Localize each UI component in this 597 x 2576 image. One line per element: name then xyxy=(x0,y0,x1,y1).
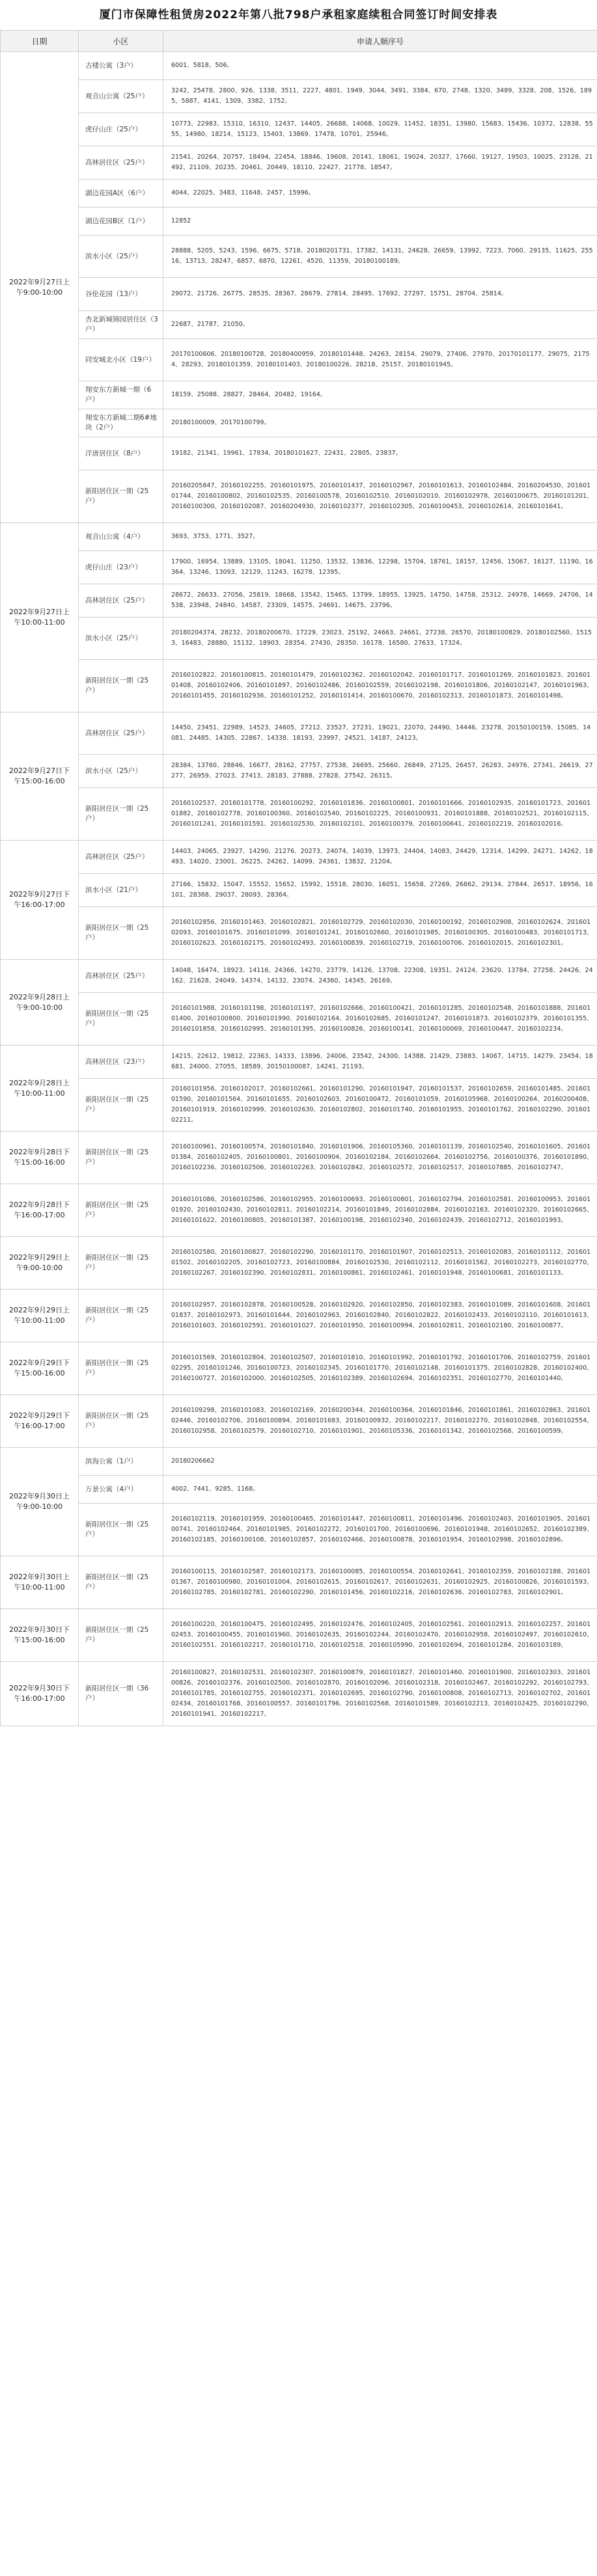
community-cell: 新阳居住区一期（25户） xyxy=(79,993,163,1046)
community-cell: 高林居住区（25户） xyxy=(79,841,163,874)
header-community: 小区 xyxy=(79,31,163,52)
sequence-cell: 14048、16474、18923、14116、24366、14270、23779、14126、13708、22308、19351、24124、23620、13784、27258、24426、24162、21628、24049、14374、14132、23074、24360、14345、26169。 xyxy=(163,960,597,993)
header-date: 日期 xyxy=(1,31,79,52)
schedule-table xyxy=(0,30,597,1726)
table-row xyxy=(1,1290,597,1342)
table-row xyxy=(1,146,597,180)
table-row xyxy=(1,113,597,146)
sequence-cell: 20180204374、28232、20180200670、17229、23023、25192、24663、24661、27238、26570、20180100829、20180102560、15153、16483、28880、15132、18903、28354、27430、28350、16178、16580、27633、17324。 xyxy=(163,617,597,660)
date-cell: 2022年9月30日下午16:00-17:00 xyxy=(1,1662,79,1726)
sequence-cell: 14215、22612、19812、22363、14333、13896、24006、23542、24300、14388、21429、23883、14067、14715、14279、23454、18681、24000、27055、18589、20150100087、14241、21193。 xyxy=(163,1046,597,1079)
table-row xyxy=(1,1609,597,1662)
community-cell: 洋唐居住区（8户） xyxy=(79,437,163,470)
sequence-cell: 3693、3753、1771、3527。 xyxy=(163,523,597,551)
community-cell: 新阳居住区一期（25户） xyxy=(79,1342,163,1395)
table-row xyxy=(1,1448,597,1476)
date-cell: 2022年9月29日上午10:00-11:00 xyxy=(1,1290,79,1342)
date-cell: 2022年9月28日上午10:00-11:00 xyxy=(1,1046,79,1132)
community-cell: 新阳居住区一期（36户） xyxy=(79,1662,163,1726)
sequence-cell: 6001、5818、506。 xyxy=(163,52,597,80)
date-cell: 2022年9月27日上午9:00-10:00 xyxy=(1,52,79,523)
community-cell: 新阳居住区一期（25户） xyxy=(79,1504,163,1556)
sequence-cell: 20160101569、20160102804、20160102507、20160101810、20160101992、20160101792、20160101706、20160102759、20160102295、20160101246、20160100723、20160102345、20160101770、20160102148、20160101375、20160102828、20160102400、20160100727、20160102000、20160102505、20160102389、20160102694、20160102351、20160102770、20160101440。 xyxy=(163,1342,597,1395)
community-cell: 新阳居住区一期（25户） xyxy=(79,1609,163,1662)
date-cell: 2022年9月30日上午9:00-10:00 xyxy=(1,1448,79,1556)
table-row xyxy=(1,180,597,208)
table-row xyxy=(1,523,597,551)
table-header-row xyxy=(1,31,597,52)
table-row xyxy=(1,755,597,788)
sequence-cell: 18159、25088、28827、28464、20482、19164。 xyxy=(163,381,597,409)
sequence-cell: 14450、23451、22989、14523、24605、27212、23527、27231、19021、22070、24490、14446、23278、20150100159、15085、14081、24485、14305、22867、14338、18193、23997、24521、14187、24123。 xyxy=(163,712,597,755)
community-cell: 新阳居住区一期（25户） xyxy=(79,1132,163,1184)
table-row xyxy=(1,311,597,339)
community-cell: 滨水小区（25户） xyxy=(79,236,163,278)
sequence-cell: 19182、21341、19961、17834、20180101627、22431、22805、23837。 xyxy=(163,437,597,470)
table-row xyxy=(1,236,597,278)
community-cell: 高林居住区（25户） xyxy=(79,960,163,993)
table-row xyxy=(1,960,597,993)
date-cell: 2022年9月30日上午10:00-11:00 xyxy=(1,1556,79,1609)
table-row xyxy=(1,437,597,470)
sequence-cell: 29072、21726、26775、28535、28367、28679、27814、28495、17692、27297、15751、28704、25814。 xyxy=(163,278,597,311)
table-row xyxy=(1,1342,597,1395)
community-cell: 滨水小区（21户） xyxy=(79,874,163,907)
sequence-cell: 4002、7441、9285、1168。 xyxy=(163,1476,597,1504)
table-row xyxy=(1,841,597,874)
community-cell: 虎仔山庄（25户） xyxy=(79,113,163,146)
date-cell: 2022年9月27日上午10:00-11:00 xyxy=(1,523,79,712)
sequence-cell: 17900、16954、13889、13105、18041、11250、13532、13836、12298、15704、18761、18157、12456、15067、16127、11190、16364、13246、13093、12129、11243、16278、12395。 xyxy=(163,551,597,584)
sequence-cell: 20160205847、20160102255、20160101975、20160101437、20160102967、20160101613、20160102484、20160204530、20160101744、20160100802、20160102535、20160100578、20160102510、20160102010、20160102978、20160100675、20160101201、20160100300、20160102087、20160204930、20160102377、20160102305、20160100453、20160102614、20160101641。 xyxy=(163,470,597,523)
date-cell: 2022年9月29日下午15:00-16:00 xyxy=(1,1342,79,1395)
sequence-cell: 3242、25478、2800、926、1338、3511、2227、4801、1949、3044、3491、3384、670、2748、1320、3489、3328、208、1526、1895、5887、4141、1309、3382、1752。 xyxy=(163,80,597,113)
community-cell: 古楼公寓（3户） xyxy=(79,52,163,80)
table-row xyxy=(1,584,597,617)
community-cell: 新阳居住区一期（25户） xyxy=(79,1290,163,1342)
sequence-cell: 28384、13760、28846、16677、28162、27757、27538、26695、25660、26849、27125、26457、26283、24976、27341、26619、27277、26959、27023、27413、28183、27888、27828、27542、26315。 xyxy=(163,755,597,788)
community-cell: 新阳居住区一期（25户） xyxy=(79,470,163,523)
sequence-cell: 20160109298、20160101083、20160102169、20160200344、20160100364、20160101846、20160101861、20160102863、20160102446、20160102706、20160100894、20160101683、20160100932、20160102217、20160102270、20160102848、20160102554、20160102958、20160102579、20160102710、20160101901、20160105336、20160101342、20160102568、20160100599。 xyxy=(163,1395,597,1448)
sequence-cell: 20160101086、20160102586、20160102955、20160100693、20160100801、20160102794、20160102581、20160100953、20160101920、20160102430、20160102811、20160102214、20160101849、20160102884、20160102163、20160102320、20160102665、20160101622、20160100805、20160101387、20160100198、20160102340、20160102439、20160102712、20160101993。 xyxy=(163,1184,597,1237)
community-cell: 新阳居住区一期（25户） xyxy=(79,907,163,960)
table-row xyxy=(1,1079,597,1132)
table-row xyxy=(1,409,597,437)
table-row xyxy=(1,1237,597,1290)
sequence-cell: 20160100961、20160100574、20160101840、20160101906、20160105360、20160101139、20160102540、20160101605、20160101384、20160102405、20160100801、20160100904、20160102184、20160102664、20160102756、20160100376、20160101890、20160102236、20160102506、20160102263、20160102842、20160102572、20160102517、20160107885、20160102747。 xyxy=(163,1132,597,1184)
table-row xyxy=(1,1132,597,1184)
header-sequence: 申请人顺序号 xyxy=(163,31,597,52)
community-cell: 翔安东方新城二期6#地块（2户） xyxy=(79,409,163,437)
community-cell: 翔安东方新城一期（6户） xyxy=(79,381,163,409)
date-cell: 2022年9月29日下午16:00-17:00 xyxy=(1,1395,79,1448)
community-cell: 湖边花园A区（6户） xyxy=(79,180,163,208)
community-cell: 新阳居住区一期（25户） xyxy=(79,1079,163,1132)
table-row xyxy=(1,712,597,755)
sequence-cell: 20160102822、20160100815、20160101479、20160102362、20160102042、20160101717、20160101269、20160101823、20160101408、20160102406、20160101897、20160102486、20160102559、20160102198、20160101806、20160102147、20160101963、20160101455、20160102936、20160101252、20160101414、20160100670、20160102313、20160101873、20160101498。 xyxy=(163,660,597,712)
community-cell: 高林居住区（25户） xyxy=(79,146,163,180)
table-row xyxy=(1,52,597,80)
community-cell: 新阳居住区一期（25户） xyxy=(79,788,163,841)
date-cell: 2022年9月27日下午15:00-16:00 xyxy=(1,712,79,841)
sequence-cell: 20170100606、20180100728、20180400959、20180101448、24263、28154、29079、27406、27970、20170101177、29075、21754、28293、20180101359、20180101403、20180100226、28218、25157、20180101945。 xyxy=(163,339,597,381)
community-cell: 同安城北小区（19户） xyxy=(79,339,163,381)
sequence-cell: 4044、22025、3483、11648、2457、15996。 xyxy=(163,180,597,208)
table-row xyxy=(1,278,597,311)
sequence-cell: 20160100827、20160102531、20160102307、20160100879、20160101827、20160101460、20160101900、20160102303、20160100826、20160102376、20160102500、20160102870、20160102096、20160102318、20160102467、20160102292、20160102793、20160101785、20160102755、20160102371、20160102695、20160102790、20160100808、20160102713、20160102702、20160102434、20160101768、20160100557、20160101796、20160102568、20160101589、20160102213、20160102425、20160102290、20160101941、20160102217。 xyxy=(163,1662,597,1726)
table-row xyxy=(1,339,597,381)
sequence-cell: 20160102957、20160102878、20160100528、20160102920、20160102850、20160102383、20160101089、20160101608、20160101837、20160102973、20160101644、20160102963、20160102840、20160102822、20160102433、20160102110、20160101613、20160101603、20160102591、20160101027、20160101950、20160100994、20160102811、20160102180、20160100877。 xyxy=(163,1290,597,1342)
community-cell: 高林居住区（25户） xyxy=(79,712,163,755)
table-row xyxy=(1,1662,597,1726)
table-row xyxy=(1,1046,597,1079)
sequence-cell: 21541、20264、20757、18494、22454、18846、19608、20141、18061、19024、20327、17660、19127、19503、10025、23128、21492、21109、20235、20461、20449、18110、22427、21778、18547。 xyxy=(163,146,597,180)
community-cell: 新阳居住区一期（25户） xyxy=(79,660,163,712)
sequence-cell: 10773、22983、15310、16310、12437、14405、26688、14068、10029、11452、18351、13980、15683、15436、10372、12838、5555、14980、18214、15123、15403、13869、17478、10701、25946。 xyxy=(163,113,597,146)
community-cell: 虎仔山庄（23户） xyxy=(79,551,163,584)
table-row xyxy=(1,1395,597,1448)
sequence-cell: 28672、26633、27056、25819、18668、13542、15465、13799、18955、13925、14750、14758、25312、24978、14669、24706、14538、23948、24840、14587、23309、14575、24691、14675、23796。 xyxy=(163,584,597,617)
table-row xyxy=(1,874,597,907)
sequence-cell: 20180206662 xyxy=(163,1448,597,1476)
sequence-cell: 20160102119、20160101959、20160100465、20160101447、20160100811、20160101496、20160102403、20160101905、20160100741、20160102464、20160101985、20160102272、20160101700、20160100696、20160101948、20160102652、20160102389、20160102185、20160100108、20160102857、20160102466、20160100878、20160101954、20160102998、20160102896。 xyxy=(163,1504,597,1556)
community-cell: 观音山公寓（4户） xyxy=(79,523,163,551)
community-cell: 滨海公寓（1户） xyxy=(79,1448,163,1476)
table-row xyxy=(1,993,597,1046)
table-row xyxy=(1,617,597,660)
sequence-cell: 20160100220、20160100475、20160102495、20160102476、20160102405、20160102561、20160102913、20160102257、20160102453、20160100455、20160101960、20160102635、20160102244、20160102470、20160102958、20160102497、20160102610、20160102551、20160102217、20160101710、20160102518、20160105990、20160102694、20160101284、20160103189。 xyxy=(163,1609,597,1662)
community-cell: 高林居住区（23户） xyxy=(79,1046,163,1079)
community-cell: 新阳居住区一期（25户） xyxy=(79,1395,163,1448)
table-row xyxy=(1,1504,597,1556)
sequence-cell: 20160102537、20160101778、20160100292、20160101836、20160100801、20160101666、20160102935、20160101723、20160101882、20160102778、20160100360、20160102540、20160102225、20160100931、20160101888、20160102521、20160102115、20160101241、20160101591、20160102530、20160102101、20160100379、20160100641、20160102219、20160102016。 xyxy=(163,788,597,841)
sequence-cell: 12852 xyxy=(163,208,597,236)
date-cell: 2022年9月28日下午15:00-16:00 xyxy=(1,1132,79,1184)
community-cell: 湖边花园B区（1户） xyxy=(79,208,163,236)
community-cell: 观音山公寓（25户） xyxy=(79,80,163,113)
date-cell: 2022年9月30日下午15:00-16:00 xyxy=(1,1609,79,1662)
sequence-cell: 20160101956、20160102017、20160102661、20160101290、20160101947、20160101537、20160102659、20160101485、20160101590、20160101564、20160101655、20160102603、20160100472、20160101059、20160105968、20160100264、20160200408、20160101919、20160102999、20160102630、20160102802、20160101740、20160101955、20160101762、20160102290、20160102211。 xyxy=(163,1079,597,1132)
sequence-cell: 20160101988、20160101198、20160101197、20160102666、20160100421、20160101285、20160102548、20160101888、20160101400、20160100800、20160101990、20160102164、20160102685、20160101247、20160101873、20160102379、20160101355、20160101858、20160102995、20160101395、20160100826、20160100141、20160100069、20160100447、20160102234。 xyxy=(163,993,597,1046)
sequence-cell: 20160100115、20160102587、20160102173、20160100085、20160100554、20160102641、20160102359、20160102188、20160101367、20160100980、20160101004、20160102615、20160102617、20160102631、20160102925、20160100826、20160101593、20160102785、20160102781、20160102290、20160101456、20160102216、20160102636、20160102783、20160102901。 xyxy=(163,1556,597,1609)
schedule-body xyxy=(1,52,597,1726)
sequence-cell: 28888、5205、5243、1596、6675、5718、20180201731、17382、14131、24628、26659、13992、7223、7060、29135、11625、25516、13713、28247、6857、6870、12261、4520、11359、20180100189。 xyxy=(163,236,597,278)
sequence-cell: 20160102856、20160101463、20160102821、20160102729、20160102030、20160100192、20160102908、20160102624、20160102093、20160101675、20160101099、20160101241、20160102660、20160101985、20160100305、20160100483、20160101713、20160102623、20160102175、20160102493、20160100839、20160102719、20160100706、20160102015、20160102301。 xyxy=(163,907,597,960)
table-row xyxy=(1,208,597,236)
date-cell: 2022年9月28日下午16:00-17:00 xyxy=(1,1184,79,1237)
community-cell: 新阳居住区一期（25户） xyxy=(79,1184,163,1237)
sequence-cell: 20180100009、20170100799。 xyxy=(163,409,597,437)
table-row xyxy=(1,907,597,960)
date-cell: 2022年9月29日上午9:00-10:00 xyxy=(1,1237,79,1290)
community-cell: 滨水小区（25户） xyxy=(79,755,163,788)
sequence-cell: 27166、15832、15047、15552、15652、15992、15518、28030、16051、15658、27269、26862、29134、27844、26517、18956、16101、28368、29037、28093、28364。 xyxy=(163,874,597,907)
sequence-cell: 14403、24065、23927、14290、21276、20273、24074、14039、13973、24404、14083、24429、12314、14299、24271、14262、18493、14020、23001、26225、24262、14099、24361、13832、21204。 xyxy=(163,841,597,874)
table-row xyxy=(1,788,597,841)
table-row xyxy=(1,1184,597,1237)
community-cell: 滨水小区（25户） xyxy=(79,617,163,660)
table-row xyxy=(1,381,597,409)
date-cell: 2022年9月28日上午9:00-10:00 xyxy=(1,960,79,1046)
community-cell: 新阳居住区一期（25户） xyxy=(79,1556,163,1609)
community-cell: 新阳居住区一期（25户） xyxy=(79,1237,163,1290)
table-row xyxy=(1,1556,597,1609)
community-cell: 万景公寓（4户） xyxy=(79,1476,163,1504)
table-row xyxy=(1,1476,597,1504)
community-cell: 杏北新城锦园居住区（3户） xyxy=(79,311,163,339)
sequence-cell: 20160102580、20160100827、20160102290、20160101170、20160101907、20160102513、20160102083、20160101112、20160101502、20160102205、20160102723、20160100884、20160102530、20160102112、20160101562、20160102273、20160102770、20160102267、20160102390、20160102831、20160100861、20160102461、20160101948、20160100681、20160101133。 xyxy=(163,1237,597,1290)
sequence-cell: 22687、21787、21050。 xyxy=(163,311,597,339)
community-cell: 谷伦花园（13户） xyxy=(79,278,163,311)
table-row xyxy=(1,660,597,712)
page-title: 厦门市保障性租赁房2022年第八批798户承租家庭续租合同签订时间安排表 xyxy=(99,8,498,21)
table-row xyxy=(1,551,597,584)
community-cell: 高林居住区（25户） xyxy=(79,584,163,617)
table-row xyxy=(1,80,597,113)
table-row xyxy=(1,470,597,523)
date-cell: 2022年9月27日下午16:00-17:00 xyxy=(1,841,79,960)
